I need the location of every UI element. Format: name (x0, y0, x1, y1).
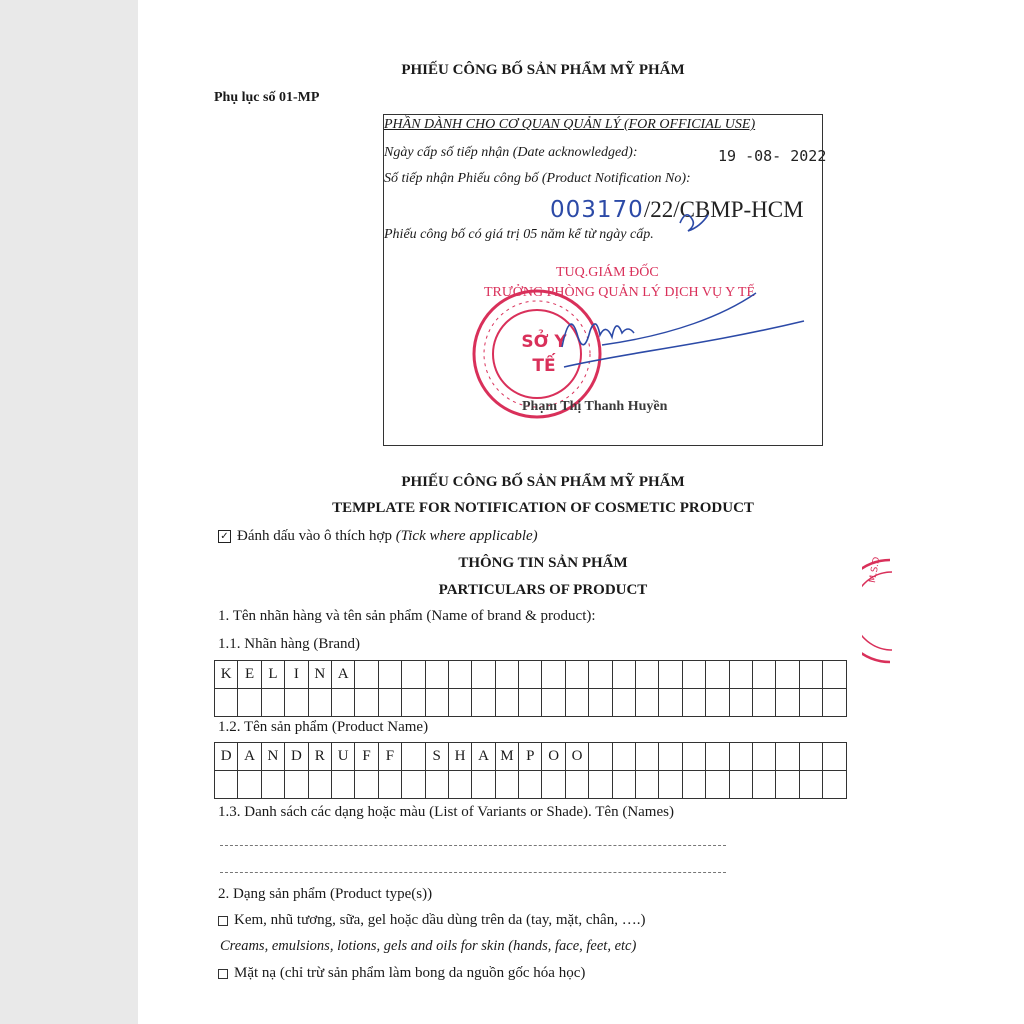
product-type-option-1-label: Kem, nhũ tương, sữa, gel hoặc dầu dùng trên da (tay, mặt, chân, ….) (234, 912, 646, 928)
grid-cell[interactable] (729, 743, 752, 771)
grid-cell[interactable]: P (519, 743, 542, 771)
grid-cell[interactable] (378, 661, 401, 689)
grid-cell[interactable] (823, 743, 846, 771)
brand-grid-row-1 (215, 661, 847, 689)
grid-cell[interactable]: A (472, 743, 495, 771)
validity-note: Phiếu công bố có giá trị 05 năm kể từ ngày cấp. (384, 227, 654, 242)
grid-cell[interactable]: N (308, 661, 331, 689)
grid-cell[interactable] (636, 689, 659, 717)
grid-cell[interactable] (495, 689, 518, 717)
grid-cell[interactable] (542, 661, 565, 689)
grid-cell[interactable] (261, 689, 284, 717)
grid-cell[interactable] (799, 689, 822, 717)
product-name-label: 1.2. Tên sản phẩm (Product Name) (218, 719, 429, 735)
grid-cell[interactable] (565, 689, 588, 717)
grid-cell[interactable] (331, 689, 354, 717)
grid-cell[interactable] (823, 771, 846, 799)
grid-cell[interactable] (706, 689, 729, 717)
grid-cell[interactable]: F (355, 743, 378, 771)
checkbox-icon[interactable] (218, 916, 228, 926)
grid-cell[interactable] (565, 661, 588, 689)
checkbox-icon[interactable] (218, 969, 228, 979)
question-brand-product: 1. Tên nhãn hàng và tên sản phẩm (Name of brand & product): (218, 608, 596, 624)
grid-cell[interactable] (519, 689, 542, 717)
grid-cell[interactable]: S (425, 743, 448, 771)
grid-cell[interactable]: A (238, 743, 261, 771)
grid-cell[interactable] (823, 661, 846, 689)
grid-cell[interactable] (636, 771, 659, 799)
grid-cell[interactable] (589, 743, 612, 771)
signer-name: Phạm Thị Thanh Huyền (522, 399, 668, 414)
grid-cell[interactable]: D (215, 743, 238, 771)
grid-cell[interactable]: A (331, 661, 354, 689)
grid-cell[interactable] (799, 771, 822, 799)
grid-cell[interactable] (355, 661, 378, 689)
grid-cell[interactable] (636, 743, 659, 771)
grid-cell[interactable] (215, 689, 238, 717)
grid-cell[interactable]: E (238, 661, 261, 689)
grid-cell[interactable] (448, 661, 471, 689)
grid-cell[interactable]: K (215, 661, 238, 689)
grid-cell[interactable] (402, 689, 425, 717)
grid-cell[interactable] (331, 771, 354, 799)
template-title-vi: PHIẾU CÔNG BỐ SẢN PHẨM MỸ PHẨM (401, 474, 685, 490)
grid-cell[interactable]: M (495, 743, 518, 771)
grid-cell[interactable] (565, 771, 588, 799)
date-acknowledged-value: 19 -08- 2022 (718, 147, 827, 165)
grid-cell[interactable] (378, 689, 401, 717)
appendix-number: Phụ lục số 01-MP (214, 90, 320, 105)
notification-suffix: /22/CBMP-HCM (643, 197, 804, 222)
grid-cell[interactable] (752, 661, 775, 689)
grid-cell[interactable] (261, 771, 284, 799)
grid-cell[interactable]: D (285, 743, 308, 771)
grid-cell[interactable] (776, 743, 799, 771)
product-name-grid[interactable] (214, 742, 847, 799)
signature-icon (384, 115, 827, 447)
grid-cell[interactable] (402, 771, 425, 799)
grid-cell[interactable] (542, 771, 565, 799)
grid-cell[interactable]: O (565, 743, 588, 771)
tick-instruction-vi: Đánh dấu vào ô thích hợp (237, 528, 392, 544)
official-use-box (383, 114, 827, 446)
grid-cell[interactable] (659, 689, 682, 717)
particulars-title-en: PARTICULARS OF PRODUCT (438, 582, 648, 598)
grid-cell[interactable] (776, 771, 799, 799)
grid-cell[interactable] (776, 661, 799, 689)
grid-cell[interactable] (542, 689, 565, 717)
authority-title: TUQ.GIÁM ĐỐC (556, 265, 659, 280)
tick-instruction (218, 528, 538, 545)
grid-cell[interactable] (425, 689, 448, 717)
authority-department: TRƯỞNG PHÒNG QUẢN LÝ DỊCH VỤ Y TẾ (484, 285, 756, 300)
grid-cell[interactable] (378, 771, 401, 799)
grid-cell[interactable] (729, 689, 752, 717)
grid-cell[interactable] (729, 771, 752, 799)
grid-cell[interactable] (215, 771, 238, 799)
grid-cell[interactable]: O (542, 743, 565, 771)
side-stamp-text: M.S.D (868, 556, 883, 584)
variants-line-2[interactable] (220, 872, 726, 873)
grid-cell[interactable]: H (448, 743, 471, 771)
brand-grid[interactable] (214, 660, 847, 717)
grid-cell[interactable] (448, 689, 471, 717)
grid-cell[interactable] (355, 689, 378, 717)
template-title-en: TEMPLATE FOR NOTIFICATION OF COSMETIC PRODUCT (332, 500, 754, 516)
grid-cell[interactable] (823, 689, 846, 717)
grid-cell[interactable] (285, 771, 308, 799)
grid-cell[interactable] (799, 743, 822, 771)
product-type-option-1-en: Creams, emulsions, lotions, gels and oils for skin (hands, face, feet, etc) (220, 938, 637, 954)
form-title: PHIẾU CÔNG BỐ SẢN PHẨM MỸ PHẨM (401, 62, 685, 78)
grid-cell[interactable] (425, 661, 448, 689)
grid-cell[interactable] (448, 771, 471, 799)
grid-cell[interactable] (682, 689, 705, 717)
grid-cell[interactable] (612, 771, 635, 799)
grid-cell[interactable]: I (285, 661, 308, 689)
grid-cell[interactable] (659, 771, 682, 799)
product-type-option-1[interactable] (218, 912, 645, 929)
product-type-option-2[interactable] (218, 965, 585, 982)
notification-number-label: Số tiếp nhận Phiếu công bố (Product Notification No): (384, 171, 691, 186)
grid-cell[interactable] (589, 661, 612, 689)
grid-cell[interactable] (425, 771, 448, 799)
grid-cell[interactable] (612, 689, 635, 717)
grid-cell[interactable] (308, 689, 331, 717)
brand-label: 1.1. Nhãn hàng (Brand) (218, 636, 361, 652)
grid-cell[interactable] (472, 771, 495, 799)
grid-cell[interactable] (706, 771, 729, 799)
date-acknowledged-label: Ngày cấp số tiếp nhận (Date acknowledged): (384, 145, 638, 160)
grid-cell[interactable]: U (331, 743, 354, 771)
grid-cell[interactable] (706, 661, 729, 689)
product-type-option-2-label: Mặt nạ (chỉ trừ sản phẩm làm bong da nguồn gốc hóa học) (234, 965, 586, 981)
particulars-title-vi: THÔNG TIN SẢN PHẨM (458, 555, 628, 571)
grid-cell[interactable] (682, 743, 705, 771)
grid-cell[interactable]: L (261, 661, 284, 689)
grid-cell[interactable] (706, 743, 729, 771)
grid-cell[interactable] (612, 661, 635, 689)
product-grid-row-1 (215, 743, 847, 771)
grid-cell[interactable] (589, 689, 612, 717)
grid-cell[interactable] (636, 661, 659, 689)
variants-label: 1.3. Danh sách các dạng hoặc màu (List of Variants or Shade). Tên (Names) (218, 804, 674, 820)
grid-cell[interactable] (402, 661, 425, 689)
grid-cell[interactable] (238, 689, 261, 717)
grid-cell[interactable] (308, 771, 331, 799)
grid-cell[interactable] (752, 771, 775, 799)
grid-cell[interactable] (495, 661, 518, 689)
grid-cell[interactable] (612, 743, 635, 771)
grid-cell[interactable] (285, 689, 308, 717)
checked-box-icon: ✓ (218, 530, 231, 543)
grid-cell[interactable] (519, 771, 542, 799)
brand-grid-row-2 (215, 689, 847, 717)
grid-cell[interactable] (472, 689, 495, 717)
grid-cell[interactable] (472, 661, 495, 689)
seal-text: SỞ Y TẾ (521, 332, 567, 376)
grid-cell[interactable] (589, 771, 612, 799)
grid-cell[interactable] (776, 689, 799, 717)
grid-cell[interactable] (752, 743, 775, 771)
official-use-heading: PHẦN DÀNH CHO CƠ QUAN QUẢN LÝ (FOR OFFICIAL USE) (384, 117, 756, 132)
grid-cell[interactable]: F (378, 743, 401, 771)
grid-cell[interactable]: R (308, 743, 331, 771)
grid-cell[interactable] (402, 743, 425, 771)
grid-cell[interactable] (682, 661, 705, 689)
grid-cell[interactable] (355, 771, 378, 799)
product-type-label: 2. Dạng sản phẩm (Product type(s)) (218, 886, 433, 902)
grid-cell[interactable] (799, 661, 822, 689)
grid-cell[interactable] (519, 661, 542, 689)
product-grid-row-2 (215, 771, 847, 799)
tick-instruction-en: (Tick where applicable) (395, 528, 538, 544)
variants-line-1[interactable] (220, 845, 726, 846)
grid-cell[interactable]: N (261, 743, 284, 771)
grid-cell[interactable] (495, 771, 518, 799)
grid-cell[interactable] (682, 771, 705, 799)
grid-cell[interactable] (238, 771, 261, 799)
grid-cell[interactable] (729, 661, 752, 689)
grid-cell[interactable] (659, 743, 682, 771)
grid-cell[interactable] (752, 689, 775, 717)
notification-number: 003170 (550, 197, 644, 223)
grid-cell[interactable] (659, 661, 682, 689)
